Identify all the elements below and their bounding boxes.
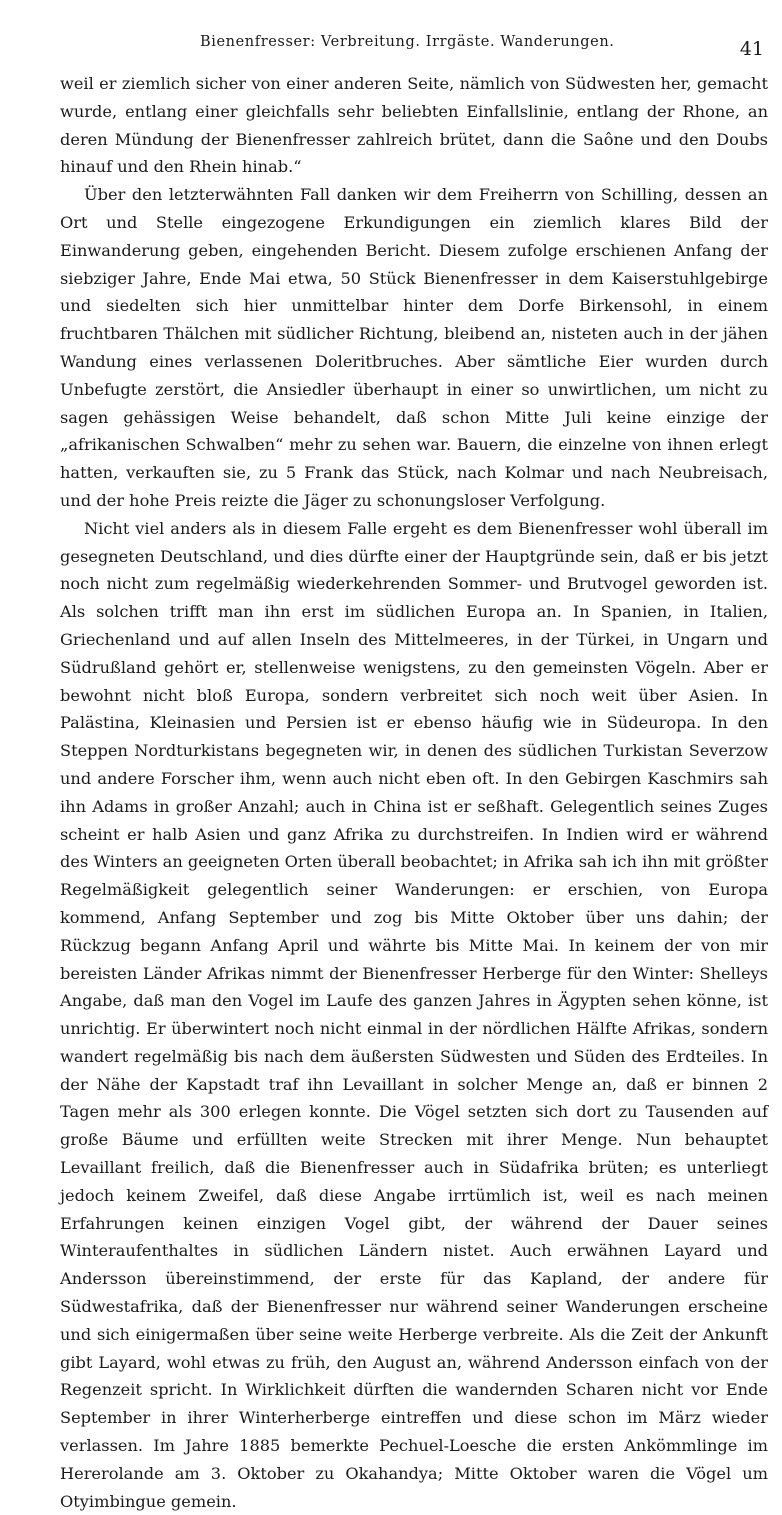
- body-text: [60, 70, 768, 1515]
- page-number: 41: [739, 38, 764, 60]
- running-head: Bienenfresser: Verbreitung. Irrgäste. Wanderungen.: [200, 34, 615, 50]
- page-header: [60, 34, 764, 60]
- paragraph-continuation: weil er ziemlich sicher von einer anderen Seite, nämlich von Südwesten her, gemacht wurde, entlang einer gleichfalls sehr beliebten Einfallslinie, entlang der Rhone, an deren Mündung der Bienenfresser zahlreich brütet, dann die Saône und den Doubs hinauf und den Rhein hinab.“: [60, 74, 768, 177]
- paragraph-schilling-report: Über den letzterwähnten Fall danken wir dem Freiherrn von Schilling, dessen an Ort und Stelle eingezogene Erkundigungen ein ziemlich klares Bild der Einwanderung geben, eingehenden Bericht. Diesem zufolge erschienen Anfang der siebziger Jahre, Ende Mai etwa, 50 Stück Bienenfresser in dem Kaiserstuhlgebirge und siedelten sich hier unmittelbar hinter dem Dorfe Birkensohl, in einem fruchtbaren Thälchen mit südlicher Richtung, bleibend an, nisteten auch in der jähen Wandung eines verlassenen Doleritbruches. Aber sämtliche Eier wurden durch Unbefugte zerstört, die Ansiedler überhaupt in einer so unwirtlichen, um nicht zu sagen gehässigen Weise behandelt, daß schon Mitte Juli keine einzige der „afrikanischen Schwalben“ mehr zu sehen war. Bauern, die einzelne von ihnen erlegt hatten, verkauften sie, zu 5 Frank das Stück, nach Kolmar und nach Neubreisach, und der hohe Preis reizte die Jäger zu schonungsloser Verfolgung.: [60, 185, 768, 510]
- paragraph-distribution: Nicht viel anders als in diesem Falle ergeht es dem Bienenfresser wohl überall im gesegneten Deutschland, und dies dürfte einer der Hauptgründe sein, daß er bis jetzt noch nicht zum regelmäßig wiederkehrenden Sommer- und Brutvogel geworden ist. Als solchen trifft man ihn erst im südlichen Europa an. In Spanien, in Italien, Griechenland und auf allen Inseln des Mittelmeeres, in der Türkei, in Ungarn und Südrußland gehört er, stellenweise wenigstens, zu den gemeinsten Vögeln. Aber er bewohnt nicht bloß Europa, sondern verbreitet sich noch weit über Asien. In Palästina, Kleinasien und Persien ist er ebenso häufig wie in Südeuropa. In den Steppen Nordturkistans begegneten wir, in denen des südlichen Turkistan Severzow und andere Forscher ihm, wenn auch nicht eben oft. In den Gebirgen Kaschmirs sah ihn Adams in großer Anzahl; auch in China ist er seßhaft. Gelegentlich seines Zuges scheint er halb Asien und ganz Afrika zu durchstreifen. In Indien wird er während des Winters an geeigneten Orten überall beobachtet; in Afrika sah ich ihn mit größter Regelmäßigkeit gelegentlich seiner Wanderungen: er erschien, von Europa kommend, Anfang September und zog bis Mitte Oktober über uns dahin; der Rückzug begann Anfang April und währte bis Mitte Mai. In keinem der von mir bereisten Länder Afrikas nimmt der Bienenfresser Herberge für den Winter: Shelleys Angabe, daß man den Vogel im Laufe des ganzen Jahres in Ägypten sehen könne, ist unrichtig. Er überwintert noch nicht einmal in der nördlichen Hälfte Afrikas, sondern wandert regelmäßig bis nach dem äußersten Südwesten und Süden des Erdteiles. In der Nähe der Kapstadt traf ihn Levaillant in solcher Menge an, daß er binnen 2 Tagen mehr als 300 erlegen konnte. Die Vögel setzten sich dort zu Tausenden auf große Bäume und erfüllten weite Strecken mit ihrer Menge. Nun behauptet Levaillant freilich, daß die Bienenfresser auch in Südafrika brüten; es unterliegt jedoch keinem Zweifel, daß diese Angabe irrtümlich ist, weil es nach meinen Erfahrungen keinen einzigen Vogel gibt, der während der Dauer seines Winteraufenthaltes in südlichen Ländern nistet. Auch erwähnen Layard und Andersson übereinstimmend, der erste für das Kapland, der andere für Südwestafrika, daß der Bienenfresser nur während seiner Wanderungen erscheine und sich einigermaßen über seine weite Herberge verbreite. Als die Zeit der Ankunft gibt Layard, wohl etwas zu früh, den August an, während Andersson einfach von der Regenzeit spricht. In Wirklichkeit dürften die wandernden Scharen nicht vor Ende September in ihrer Winterherberge eintreffen und diese schon im März wieder verlassen. Im Jahre 1885 bemerkte Pechuel-Loesche die ersten Ankömmlinge im Hererolande am 3. Oktober zu Okahandya; Mitte Oktober waren die Vögel um Otyimbingue gemein.: [60, 518, 768, 1511]
